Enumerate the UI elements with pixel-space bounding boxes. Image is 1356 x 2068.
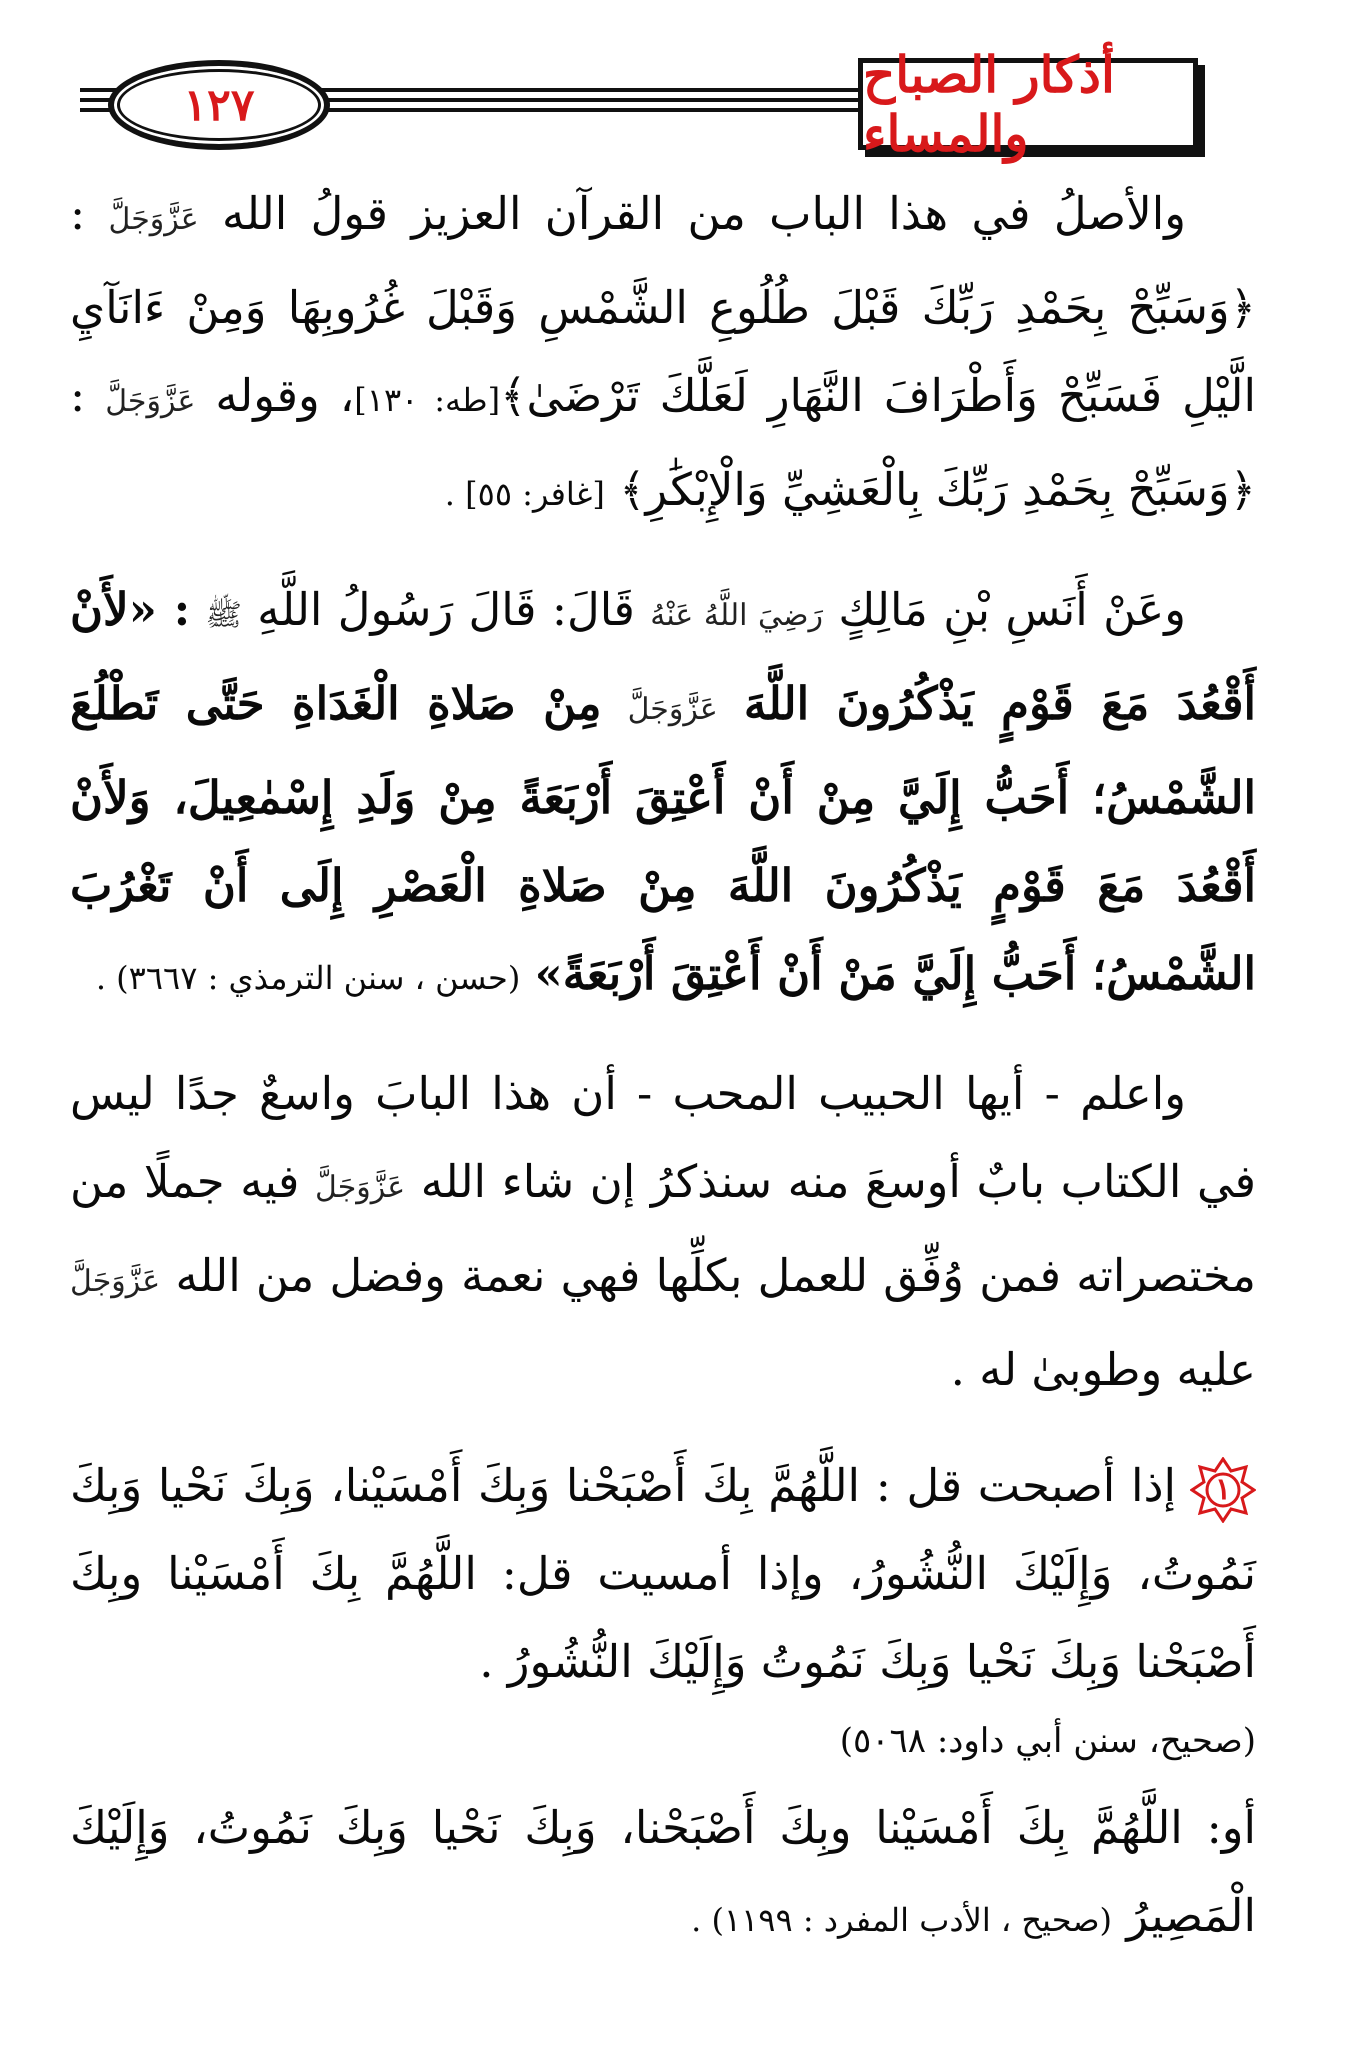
item-number: ١ xyxy=(1214,1471,1232,1507)
honorific: عَزَّوَجَلَّ xyxy=(108,202,199,237)
paragraph-quran-basis xyxy=(70,170,1256,538)
punctuation: : xyxy=(70,187,109,240)
quran-verse: ﴿وَسَبِّحْ بِحَمْدِ رَبِّكَ قَبْلَ طُلُوعِ الشَّمْسِ وَقَبْلَ غُرُوبِهَا وَمِنْ ءَانَآيِ الَّيْلِ فَسَبِّحْ وَأَطْرَافَ النَّهَارِ لَعَلَّكَ تَرْضَىٰ﴾ xyxy=(70,281,1257,422)
honorific: رَضِيَ اللَّهُ عَنْهُ xyxy=(650,598,823,633)
paragraph-text: ، وقوله xyxy=(215,369,355,422)
honorific: عَزَّوَجَلَّ xyxy=(70,1264,161,1299)
page-number: ١٢٧ xyxy=(108,60,330,150)
item-reference: (صحيح، سنن أبي داود: ٥٠٦٨) xyxy=(839,1721,1256,1761)
paragraph-text: وعَنْ أَنَسِ بْنِ مَالِكٍ xyxy=(838,583,1186,636)
verse-reference: [غافر: ٥٥] . xyxy=(444,475,605,513)
paragraph-text: عليه وطوبىٰ له . xyxy=(950,1343,1256,1396)
honorific: عَزَّوَجَلَّ xyxy=(315,1170,406,1205)
honorific: عَزَّوَجَلَّ xyxy=(627,692,718,727)
dhikr-text: إذا أصبحت قل : اللَّهُمَّ بِكَ أَصْبَحْنا وَبِكَ أَمْسَيْنا، وَبِكَ نَحْيا وَبِكَ نَمُوتُ، وَإِلَيْكَ النُّشُورُ، وإذا أمسيت قل: اللَّهُمَّ بِكَ أَمْسَيْنا وبِكَ أَصْبَحْنا وَبِكَ نَحْيا وَبِكَ نَمُوتُ وَإِلَيْكَ النُّشُورُ . xyxy=(70,1459,1256,1688)
paragraph-text: واعلم - أيها الحبيب المحب - أن هذا البابَ واسعٌ جدًا ليس في الكتاب بابٌ أوسعَ منه سنذكرُ إن شاء الله xyxy=(70,1067,1256,1208)
paragraph-hadith-anas xyxy=(70,566,1256,1022)
honorific: ﷺ xyxy=(205,598,242,633)
honorific: عَزَّوَجَلَّ xyxy=(105,384,196,419)
quran-verse: ﴿وَسَبِّحْ بِحَمْدِ رَبِّكَ بِالْعَشِيِّ وَالْإِبْكَٰرِ﴾ xyxy=(619,463,1256,516)
paragraph-text: قَالَ: قَالَ رَسُولُ اللَّهِ xyxy=(257,583,635,636)
hadith-reference: (حسن ، سنن الترمذي : ٣٦٦٧) . xyxy=(95,959,521,997)
item-reference: (صحيح ، الأدب المفرد : ١١٩٩) . xyxy=(691,1901,1113,1939)
paragraph-note xyxy=(70,1050,1256,1414)
hadith-text: : «لأَنْ أَقْعُدَ مَعَ قَوْمٍ يَذْكُرُونَ اللَّهَ xyxy=(70,583,1256,730)
paragraph-text: فيه جملًا من مختصراته فمن وُفِّق للعمل بكلِّها فهي نعمة وفضل من الله xyxy=(70,1155,1256,1302)
dhikr-item-1 xyxy=(70,1442,1256,1706)
dhikr-text: أو: اللَّهُمَّ بِكَ أَمْسَيْنا وبِكَ أَصْبَحْنا، وَبِكَ نَحْيا وَبِكَ نَمُوتُ، وَإِلَيْكَ الْمَصِيرُ xyxy=(70,1801,1256,1942)
page-body xyxy=(70,170,1256,1992)
item-number-badge xyxy=(1190,1457,1256,1523)
book-title: أذكار الصباح والمساء xyxy=(858,58,1198,150)
dhikr-item-1-alternative xyxy=(70,1784,1256,1964)
paragraph-text: والأصلُ في هذا الباب من القرآن العزيز قولُ الله xyxy=(222,187,1187,240)
punctuation: : xyxy=(70,369,106,422)
hadith-text: مِنْ صَلاةِ الْغَدَاةِ حَتَّى تَطْلُعَ الشَّمْسُ؛ أَحَبُّ إِلَيَّ مِنْ أَنْ أَعْتِقَ أَرْبَعَةً مِنْ وَلَدِ إِسْمٰعِيلَ، وَلأَنْ أَقْعُدَ مَعَ قَوْمٍ يَذْكُرُونَ اللَّهَ مِنْ صَلاةِ الْعَصْرِ إِلَى أَنْ تَغْرُبَ الشَّمْسُ؛ أَحَبُّ إِلَيَّ مَنْ أَنْ أَعْتِقَ أَرْبَعَةً» xyxy=(70,677,1256,1000)
page-header xyxy=(0,30,1356,163)
verse-reference: [طه: ١٣٠] xyxy=(354,381,501,419)
